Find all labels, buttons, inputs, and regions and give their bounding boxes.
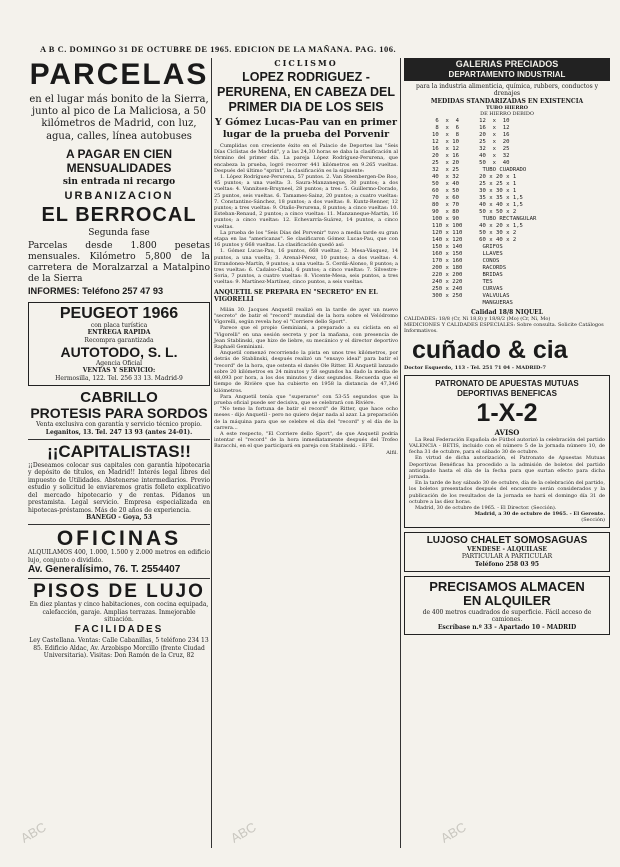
quiniela-p1: La Real Federación Española de Fútbol autorizó la celebración del partido VALENCIA - BETIS, incluido con el número 5 de la jornada número 10, de fecha 31 de octubre, para el sábado 30 de octubre. [409,436,605,456]
gallery-h1: MEDIDAS STANDARIZADAS EN EXISTENCIA [430,97,584,105]
gallery-title: GALERIAS PRECIADOS [404,58,610,71]
gallery-subtitle: DEPARTAMENTO INDUSTRIAL [404,71,610,81]
news-p9: "No temo la fortuna de batir el record" de Ritter, que hace ocho meses - dijo Anquetil - pero no quiero dejar nada al azar. La preparación de la máquina para que se celebre el día del "record" y el día de la carrera... [214,406,398,431]
quiniela-p2: En virtud de dicha autorización, el Patronato de Apuestas Mutuas Deportivas Benéficas ha procedido a la admisión de boletos del partido anticipado hasta el día de la fecha para que surtan efecto para dicha jornada. [409,455,605,481]
cabrillo-t1: CABRILLO [80,389,158,407]
cabrillo-t2: PROTESIS PARA SORDOS [30,405,208,422]
oficinas-ad [28,528,210,575]
news-deck: Y Gómez Lucas-Pau van en primer lugar de la prueba del Porvenir [215,117,397,140]
oficinas-addr: Av. Generalísimo, 76. T. 2554407 [28,564,181,576]
quiniela-big: 1-X-2 [476,398,538,427]
column-rule-2 [400,58,401,848]
parcelas-desc: Parcelas desde 1.800 pesetas mensuales. Kilómetro 5,800 de la carretera de Moralzarzal a Matalpino de la Sierra [28,239,210,284]
left-ads-column [28,58,210,660]
almacen-ad [404,576,610,635]
quiniela-p4: Madrid, 30 de octubre de 1965. - El Director. (Sección). [415,505,557,512]
peugeot-addr: Hermosilla, 122. Tel. 256 33 13. Madrid-9 [55,374,183,382]
gallery-intro: para la industria alimenticia, química, rubbers, conductos y drenajes [416,83,598,98]
cabrillo-l1: Venta exclusiva con garantía y servicio técnico propio. [36,421,202,429]
peugeot-l4: Agencia Oficial [95,360,143,368]
gallery-h2: TUBO HIERRO [485,105,529,112]
capitalistas-sign: BANEGO - Goya, 53 [86,513,152,521]
quiniela-note: (Sección) [581,517,605,524]
pisos-ad [28,582,210,659]
peugeot-l1: con placa turística [90,321,148,329]
news-p5: Milán 30. Jacques Anquetil realizó en la tarde de ayer un nuevo "secreto" de batir el "record" mundial de la hora sobre el Velódromo Vigorelli, según revela hoy el "Corriere dello Sport". [214,306,398,326]
cabrillo-addr: Leganitos, 13. Tel. 247 13 93 (antes 24-01). [45,428,193,436]
chalet-l2: PARTICULAR A PARTICULAR [461,553,553,561]
news-subhead: ANQUETIL SE PREPARA EN "SECRETO" EN EL VIGORELLI [214,288,378,304]
quiniela-p3: En la tarde de hoy sábado 30 de octubre, día de la celebración del partido, los boletos presentados después del encuentro serán considerados y la publicación de los resultados de la jornada se hará el domingo día 31 de octubre a las diez horas. [409,480,605,505]
almacen-addr: Escríbase n.º 33 - Apartado 10 - MADRID [437,623,577,631]
peugeot-l3: Recompra garantizada [84,336,154,344]
capitalistas-ad [28,443,210,521]
capitalistas-text: ¡¡Deseamos colocar sus capitales con garantía hipotecaria y depósito de títulos, en Madrid!! Interés legal libres del impuesto de Utilidades. Abstenerse intermediarios. Previo estudio y solicitud le enviaremos gratis folleto explicativo del mercado hipotecario y de rentas. Pídanos un prestamista. Legal servicio. Empresa especializada en hipotecas-préstamos. Más de 20 años de experiencia. [28,462,210,514]
news-p10: A este respecto, "El Corriere dello Sport", de que Anquetil podría intentar el "record" de la hora inmediatamente después del Trofeo Baracchi, en el que participará en pareja con Stablinski. - EFE. [214,430,398,450]
news-p3: La prueba de los "Seis Días del Porvenir" tuvo a media tarde su gran etapa en las "americanas". Se clasificaron Gómez Lucas-Pau, que con 16 puntos y 668 vueltas. La clasificación quedó así: [214,229,398,249]
parcelas-name: EL BERROCAL [41,203,197,226]
news-p4: 1. Gómez Lucas-Pau, 16 puntos, 668 vueltas; 2. Mesa-Vásquez, 14 puntos, a una vuelta; 3. Arenal-Pérez, 10 puntos; a dos vueltas: 4. Errandonea-Martín, 9 puntos; a una vuelta: 5. Cerdá-Alonso, 8 puntos; a tres vueltas: 6. Cadalso-Cabal, 6 puntos; a cinco vueltas: 7. Silvestre-Soria, 7 puntos, a cuatro vueltas: 8. Vicente-Mesa, seis puntos, a tres vueltas: 9. Martínez-Martínez, cinco puntos, a seis vueltas. [214,248,398,286]
parcelas-phase: Segunda fase [88,227,150,238]
almacen-t1: PRECISAMOS ALMACEN [429,578,585,594]
peugeot-title: PEUGEOT 1966 [59,304,179,322]
gallery-ad [404,58,610,335]
cunado-ad [404,335,610,371]
parcelas-pay1: A PAGAR EN CIEN MENSUALIDADES [65,146,172,175]
capitalistas-title: ¡¡CAPITALISTAS!! [47,442,191,462]
gallery-table: 6 x 4 12 x 10 8 x 6 16 x 12 10 x 8 20 x 16 12 x 10 25 x 20 16 x 12 32 x 25 20 x 16 40 x 32 25 x 20 50 x 40 32 x 25 TUBO CUADRADO 40 x 32 20 x 20 x 1 50 x 40 25 x 25 x 1 60 x 50 30 x 30 x 1 70 x 60 35 x 35 x 1,5 80 x 70 40 x 40 x 1,5 90 x 80 50 x 50 x 2 100 x 90 TUBO RECTANGULAR 110 x 100 40 x 20 x 1,5 120 x 110 50 x 30 x 2 140 x 120 60 x 40 x 2 150 x 140 GRIFOS 160 x 150 LLAVES 170 x 160 CONOS 200 x 180 RACORDS 220 x 200 BRIDAS 240 x 220 TES 250 x 240 CURVAS 300 x 250 VALVULAS MANGUERAS [432,117,537,306]
chalet-tel: Teléfono 258 03 95 [474,560,540,568]
page-header: A B C. DOMINGO 31 DE OCTUBRE DE 1965. EDICION DE LA MAÑANA. PAG. 106. [40,44,397,54]
abc-watermark-2: ABC [228,819,259,846]
cunado-name: cuñado & cia [412,335,568,364]
quiniela-aviso: AVISO [494,427,520,437]
almacen-t2: EN ALQUILER [463,592,551,608]
news-p2: 1. López Rodríguez-Perurena, 57 puntos. 2. Van Steenbergen-De Roo, 45 puntos; a una vuelta: 3. Saura-Manzaneque, 30 puntos; a dos vueltas: 4. Vannitsen-Bruyneel, 28 puntos; a tres: 5. Guillermo-Dorado, 25 puntos, seis vueltas. 6. Tamames-Sainz, 20 puntos; a cuatro vueltas: 7. Constantino-Sánchez, 18 puntos; a dos vueltas: 8. Kuntz-Renner, 12 puntos; a tres vueltas: 9. Otaño-Perurena, 8 puntos; a cinco vueltas: 10. Esteban-Renaud, 2 puntos; a cinco vueltas: 11. Manzaneque-Martín, 16 puntos; a cinco vueltas: 12. Echevarría-Suárez, 14 puntos, a cinco vueltas. [214,174,398,230]
peugeot-l2: ENTREGA RAPIDA [87,329,151,337]
pisos-addr: Ley Castellana. Ventas: Calle Cabanillas, 5 teléfono 234 13 85. Edificio Aldac, Av. Arzobispo Morcillo (frente Ciudad Universitaria). Visitas: Don Ramón de la Cruz, 82 [29,637,209,660]
gallery-calidad: Calidad 18/8 NIQUEL [471,308,543,316]
news-p7: Anquetil comenzó recorriendo la pista en unos tres kilómetros, por detrás de Stablinski, después realizó un "ensayo ideal" para batir el "record" de la hora, que ostenta el danés Ole Ritter. El Anquetil lanzado sobre 20 kilómetros en 24 minutos y 58 segundos ha dado la media de 48,093 por hora, a los dos minutos y diez segundos. Recuerda que el tiempo de Rivière que ha cubierto en 1958 la distancia de 47,346 kilómetros. [214,350,398,394]
parcelas-informes: INFORMES: Teléfono 257 47 93 [28,285,164,296]
parcelas-pay2: sin entrada ni recargo [62,176,176,187]
quiniela-title: PATRONATO DE APUESTAS MUTUAS DEPORTIVAS BENEFICAS [435,378,579,398]
gallery-f1: CALIDADES: 18/8 (Cr, Ni 18,8) y 18/8/2 (Mo) (Cr, Ni, Mo) [404,316,551,323]
parcelas-ad [28,60,210,296]
news-p1: Cumplidas con creciente éxito en el Palacio de Deportes las "Seis Días Ciclistas de Madrid", y a las 24,30 horas se daba la clasificación al término del primer día. La pareja López Rodríguez-Perurena, que encabeza la prueba, logró recorrer 441 kilómetros en 9.265 vueltas. Después del último "sprint", la clasificación es la siguiente: [214,143,398,174]
news-p8: Para Anquetil tenía que "superarse" con 53-55 segundos que la prueba oficial puede ser decisiva, que se celebrará con Rivière. [214,393,398,406]
right-ads-column [404,58,610,639]
news-column [214,58,398,456]
parcelas-text: en el lugar más bonito de la Sierra, junto al pico de La Maliciosa, a 50 kilómetros de Madrid, con luz, agua, calles, línea autobuses [29,94,209,142]
abc-watermark-1: ABC [18,819,49,846]
cabrillo-ad [28,390,210,436]
chalet-ad [404,532,610,572]
abc-watermark-3: ABC [438,819,469,846]
news-signoff: Alfil. [386,449,398,456]
oficinas-title: OFICINAS [56,527,182,551]
cunado-addr: Doctor Esquerdo, 113 - Tel. 251 71 04 - MADRID-7 [404,364,546,371]
column-rule-1 [211,58,212,848]
quiniela-signature: Madrid, a 30 de octubre de 1965. - El Gerente. [474,511,605,518]
parcelas-title: PARCELAS [29,58,209,91]
peugeot-ad [28,302,210,386]
chalet-title: LUJOSO CHALET SOMOSAGUAS [426,534,588,546]
news-p6: Parece que el propio Geminiani, a preparado a su ciclista en el "Vigorelli" en una sesión secreta y por la mañana, con presencia de Jean Stablinski, que hizo de liebre, su mecánico y el director deportivo Raphaël Geminiani. [214,325,398,351]
chalet-l1: VENDESE - ALQUILASE [467,545,547,553]
peugeot-name: AUTOTODO, S. L. [60,344,178,361]
section-label: CICLISMO [274,58,338,68]
peugeot-l5: VENTAS Y SERVICIO: [82,367,156,375]
gallery-f2: MEDICIONES Y CALIDADES ESPECIALES: Sobre consulta. Solicite Catálogos Informativos. [404,322,604,335]
pisos-title: PISOS DE LUJO [33,581,205,603]
news-headline: LOPEZ RODRIGUEZ - PERURENA, EN CABEZA DEL PRIMER DIA DE LOS SEIS [216,70,396,114]
pisos-fac: FACILIDADES [74,624,164,636]
quiniela-notice [404,375,610,528]
almacen-text: de 400 metros cuadrados de superficie. Fácil acceso de camiones. [422,608,592,624]
gallery-h3: DE HIERRO DEBIDO [480,111,534,118]
oficinas-text: ALQUILAMOS 400, 1.000, 1.500 y 2.000 metros en edificio lujo, conjunto o dividido. [28,549,210,564]
parcelas-urb: URBANIZACION [64,189,174,202]
pisos-text: En diez plantas y cinco habitaciones, con cocina equipada, calefacción, garaje. Amplias terrazas. Inmejorable situación. [29,601,209,623]
